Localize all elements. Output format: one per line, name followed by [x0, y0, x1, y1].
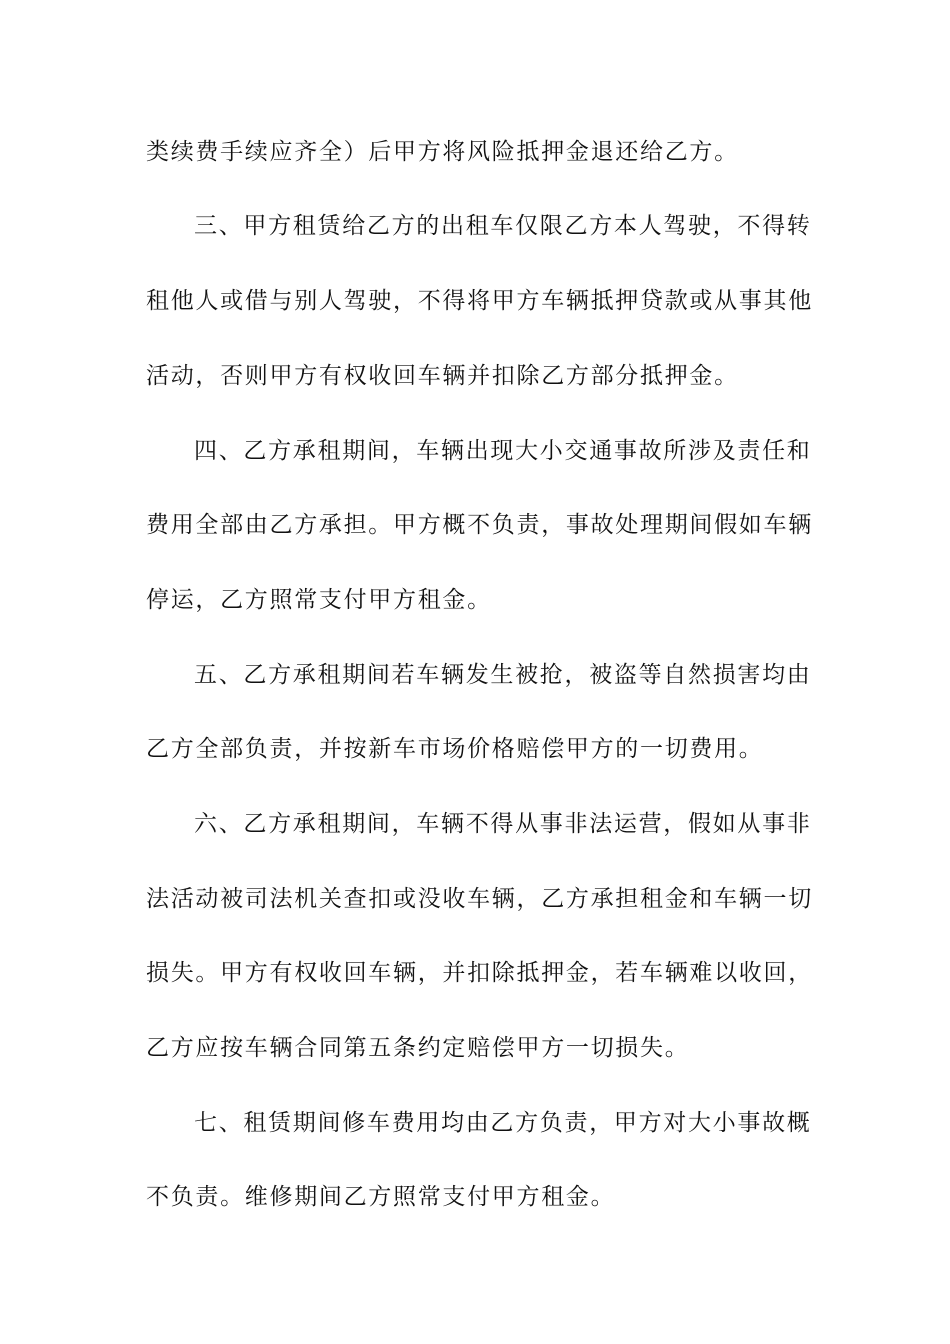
clause-7-line: 七、租赁期间修车费用均由乙方负责，甲方对大小事故概 — [194, 1110, 812, 1136]
clause-7-line: 不负责。维修期间乙方照常支付甲方租金。 — [146, 1184, 616, 1210]
clause-4-line: 四、乙方承租期间，车辆出现大小交通事故所涉及责任和 — [194, 438, 812, 464]
clause-3-line: 租他人或借与别人驾驶，不得将甲方车辆抵押贷款或从事其他 — [146, 288, 813, 314]
clause-3-line: 活动，否则甲方有权收回车辆并扣除乙方部分抵押金。 — [146, 363, 739, 389]
clause-5-line: 乙方全部负责，并按新车市场价格赔偿甲方的一切费用。 — [146, 736, 764, 762]
clause-3-line: 三、甲方租赁给乙方的出租车仅限乙方本人驾驶，不得转 — [194, 213, 812, 239]
clause-5-line: 五、乙方承租期间若车辆发生被抢，被盗等自然损害均由 — [194, 662, 812, 688]
clause-6-line: 法活动被司法机关查扣或没收车辆，乙方承担租金和车辆一切 — [146, 886, 813, 912]
clause-6-line: 六、乙方承租期间，车辆不得从事非法运营，假如从事非 — [194, 811, 812, 837]
clause-6-line: 乙方应按车辆合同第五条约定赔偿甲方一切损失。 — [146, 1035, 690, 1061]
paragraph-line: 类续费手续应齐全）后甲方将风险抵押金退还给乙方。 — [146, 139, 739, 165]
clause-4-line: 停运，乙方照常支付甲方租金。 — [146, 587, 492, 613]
clause-6-line: 损失。甲方有权收回车辆，并扣除抵押金，若车辆难以收回， — [146, 960, 813, 986]
clause-4-line: 费用全部由乙方承担。甲方概不负责，事故处理期间假如车辆 — [146, 512, 813, 538]
